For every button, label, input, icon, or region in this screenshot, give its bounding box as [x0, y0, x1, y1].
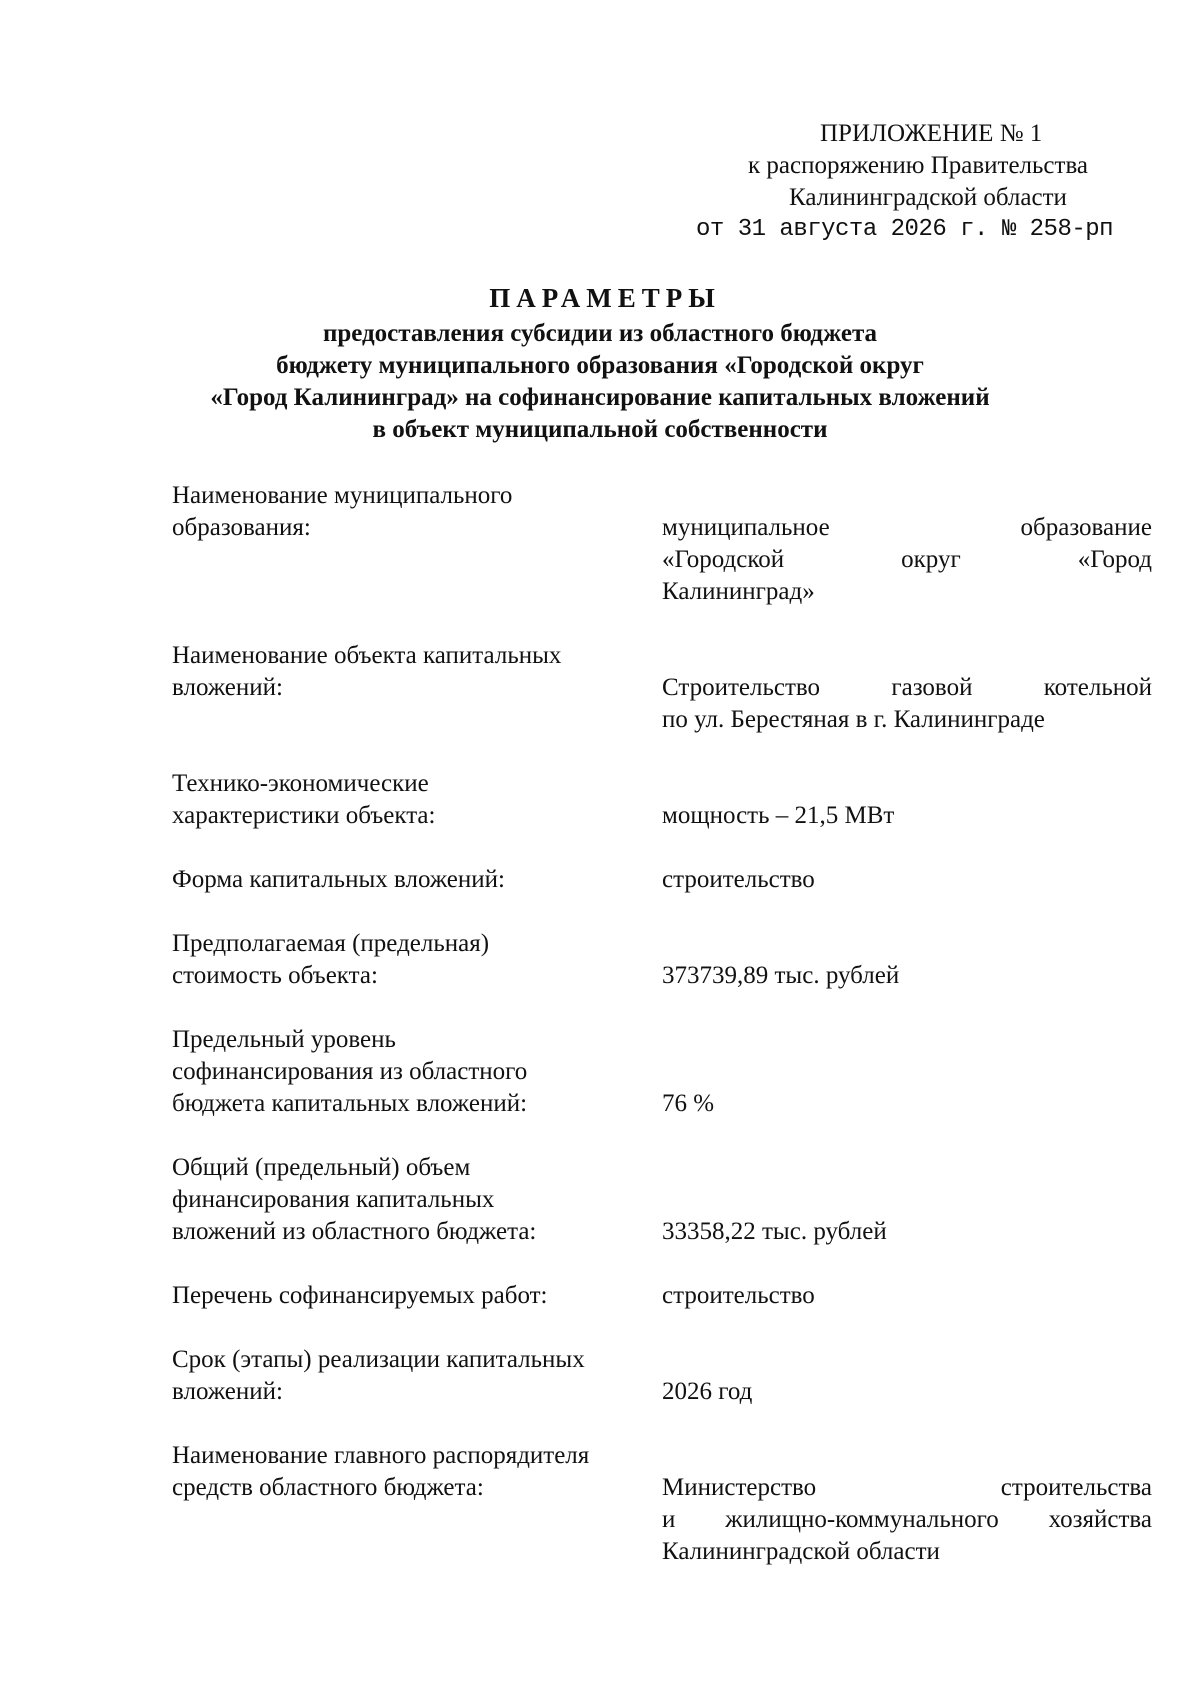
param-value [662, 864, 1152, 896]
label-line: образования: [172, 514, 311, 541]
subtitle-line: «Город Калининград» на софинансирование капитальных вложений [210, 384, 990, 411]
label-line: Предполагаемая (предельная) [172, 930, 490, 957]
param-works-list [172, 1280, 1152, 1312]
value-line: 33358,22 тыс. рублей [662, 1218, 887, 1245]
param-label [172, 1280, 662, 1312]
label-line: Форма капитальных вложений: [172, 866, 505, 893]
param-value [662, 800, 1152, 832]
label-line: вложений из областного бюджета: [172, 1218, 537, 1245]
label-line: Предельный уровень [172, 1026, 396, 1053]
value-line: 2026 год [662, 1378, 753, 1405]
value-line: строительство [662, 1282, 815, 1309]
label-line: Наименование объекта капитальных [172, 642, 562, 669]
appendix-number: ПРИЛОЖЕНИЕ № 1 [820, 120, 1043, 147]
label-line: Срок (этапы) реализации капитальных [172, 1346, 585, 1373]
param-value [662, 1376, 1152, 1408]
param-cofinancing-level [172, 1024, 1152, 1120]
value-line: мощность – 21,5 МВт [662, 802, 895, 829]
param-value [662, 1216, 1152, 1248]
value-line: строительство [662, 866, 815, 893]
label-line: стоимость объекта: [172, 962, 378, 989]
param-total-financing [172, 1152, 1152, 1248]
appendix-header [696, 118, 1140, 246]
label-line: софинансирования из областного [172, 1058, 528, 1085]
label-line: Наименование главного распорядителя [172, 1442, 590, 1469]
subtitle-line: в объект муниципальной собственности [372, 416, 828, 443]
param-label [172, 640, 662, 704]
document-subtitle [0, 318, 1200, 446]
value-line: Калининградской области [662, 1538, 940, 1565]
param-characteristics [172, 768, 1152, 832]
param-label [172, 928, 662, 992]
param-label [172, 1344, 662, 1408]
label-line: вложений: [172, 674, 283, 701]
value-line: по ул. Берестяная в г. Калининграде [662, 706, 1045, 733]
subtitle-line: бюджету муниципального образования «Городской округ [276, 352, 924, 379]
param-implementation-term [172, 1344, 1152, 1408]
label-line: вложений: [172, 1378, 283, 1405]
appendix-date-number: от 31 августа 2026 г. № 258-рп [696, 216, 1114, 243]
param-estimated-cost [172, 928, 1152, 992]
param-label [172, 480, 662, 544]
param-municipality [172, 480, 1152, 608]
label-line: бюджета капитальных вложений: [172, 1090, 528, 1117]
label-line: Наименование муниципального [172, 482, 513, 509]
param-label [172, 768, 662, 832]
value-line: 76 % [662, 1090, 715, 1117]
value-line: Министерство строительства [662, 1474, 1152, 1501]
param-object-name [172, 640, 1152, 736]
label-line: Перечень софинансируемых работ: [172, 1282, 548, 1309]
param-value [662, 1472, 1152, 1568]
param-value [662, 960, 1152, 992]
label-line: Общий (предельный) объем [172, 1154, 471, 1181]
appendix-region: Калининградской области [789, 184, 1067, 211]
document-title-block [0, 280, 1200, 446]
param-value [662, 672, 1152, 736]
value-line: и жилищно-коммунального хозяйства [662, 1506, 1152, 1533]
param-label [172, 864, 662, 896]
param-label [172, 1440, 662, 1504]
subtitle-line: предоставления субсидии из областного бюджета [322, 320, 878, 347]
value-line: Строительство газовой котельной [662, 674, 1152, 701]
label-line: финансирования капитальных [172, 1186, 495, 1213]
label-line: характеристики объекта: [172, 802, 436, 829]
value-line: Калининград» [662, 578, 815, 605]
value-line: муниципальное образование [662, 514, 1152, 541]
param-value [662, 1088, 1152, 1120]
value-line: «Городской округ «Город [662, 546, 1152, 573]
param-value [662, 1280, 1152, 1312]
param-label [172, 1152, 662, 1248]
document-title: ПАРАМЕТРЫ [489, 283, 721, 313]
value-line: 373739,89 тыс. рублей [662, 962, 900, 989]
param-investment-form [172, 864, 1152, 896]
label-line: средств областного бюджета: [172, 1474, 484, 1501]
param-label [172, 1024, 662, 1120]
parameters-list [172, 480, 1152, 1600]
param-value [662, 512, 1152, 608]
appendix-ref: к распоряжению Правительства [748, 152, 1089, 179]
param-chief-administrator [172, 1440, 1152, 1568]
label-line: Технико-экономические [172, 770, 429, 797]
